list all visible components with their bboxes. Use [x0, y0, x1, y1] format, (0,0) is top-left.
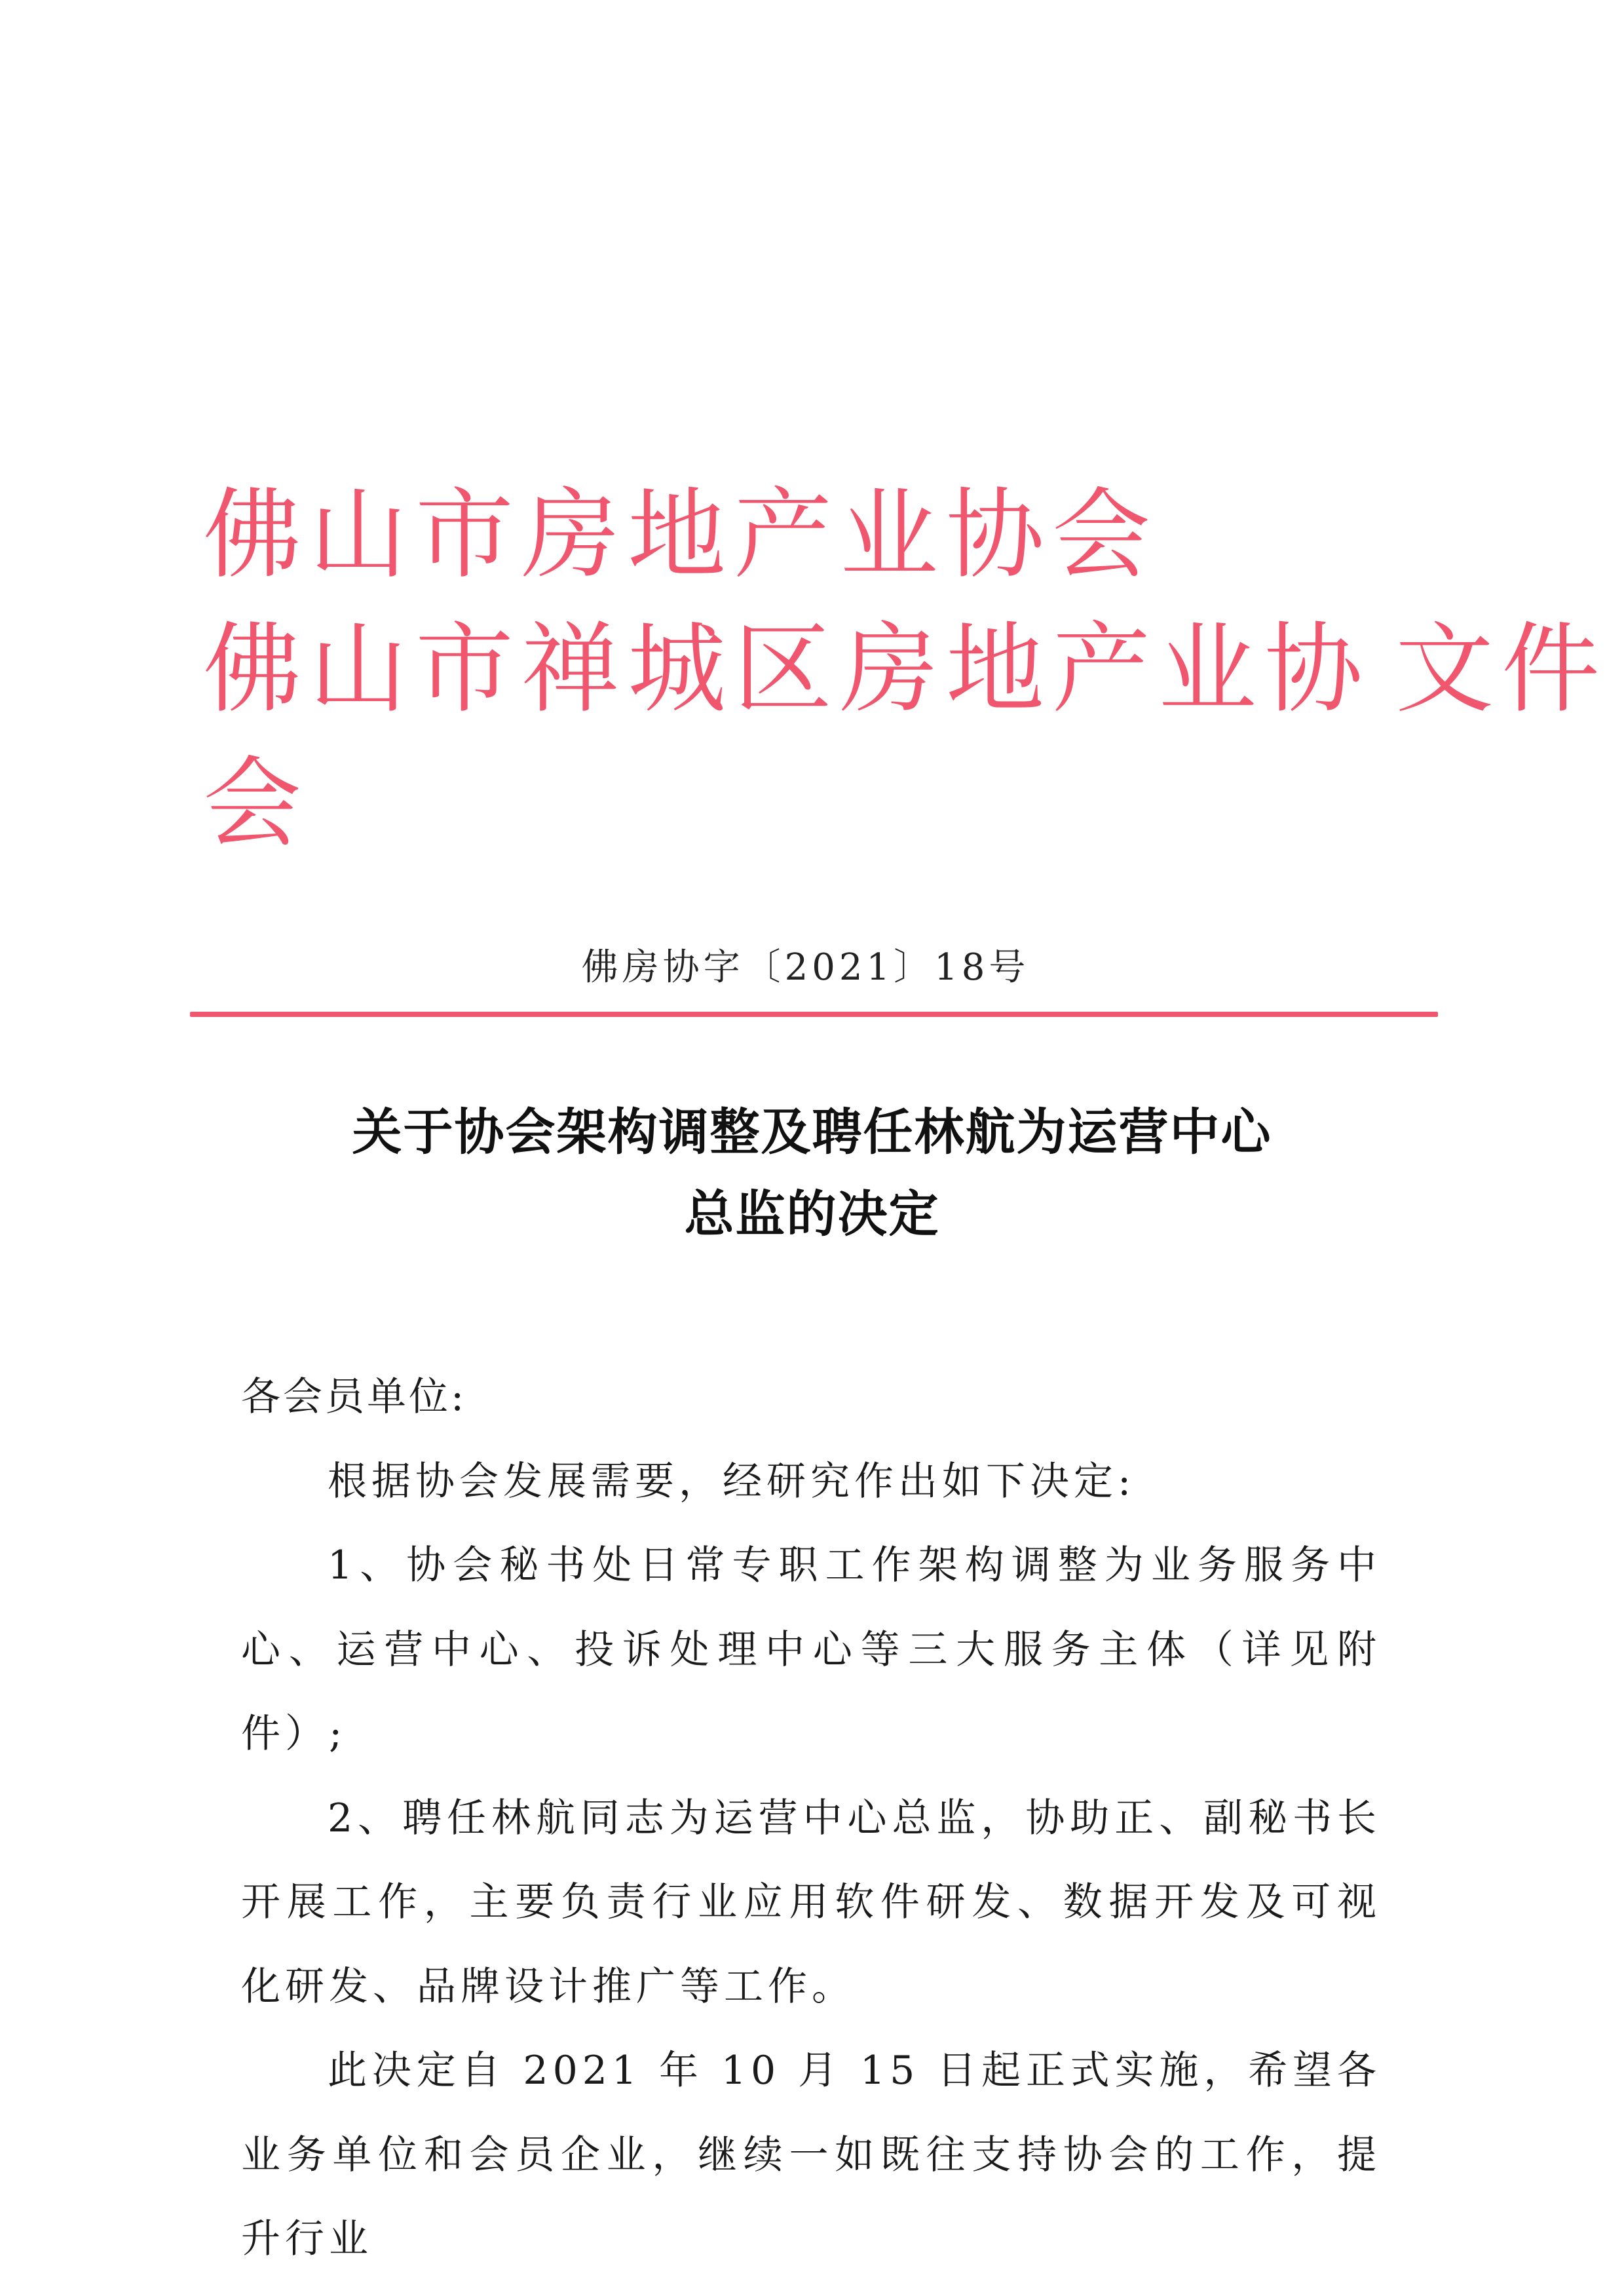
salutation: 各会员单位: [241, 1374, 467, 1420]
closing-paragraph: 此决定自 2021 年 10 月 15 日起正式实施，希望各业务单位和会员企业，继续一如既往支持协会的工作，提升行业 [241, 2048, 1381, 2262]
decision-item-1: 1、协会秘书处日常专职工作架构调整为业务服务中心、运营中心、投诉处理中心等三大服务主体（详见附件）; [241, 1542, 1381, 1757]
letterhead-line-2 [203, 603, 1608, 737]
letterhead-document-suffix: 文件 [1395, 613, 1608, 727]
decision-item-2: 2、聘任林航同志为运营中心总监，协助正、副秘书长开展工作，主要负责行业应用软件研发、数据开发及可视化研发、品牌设计推广等工作。 [241, 1795, 1381, 2010]
document-title-line-1: 关于协会架构调整及聘任林航为运营中心 [352, 1103, 1272, 1161]
document-letterhead [203, 469, 1608, 871]
letterhead-line-1: 佛山市房地产业协会 [203, 478, 1159, 592]
letterhead-line-3: 会 [203, 747, 310, 861]
document-title-line-2: 总监的决定 [684, 1185, 940, 1243]
red-divider-line [190, 1012, 1438, 1017]
intro-paragraph: 根据协会发展需要，经研究作出如下决定: [328, 1458, 1136, 1504]
letterhead-org-name: 佛山市禅城区房地产业协 [203, 613, 1371, 727]
document-number [0, 938, 1624, 991]
document-body [241, 1355, 1381, 2282]
document-number-text: 佛房协字〔2021〕18号 [581, 946, 1030, 989]
document-title [0, 1091, 1624, 1255]
